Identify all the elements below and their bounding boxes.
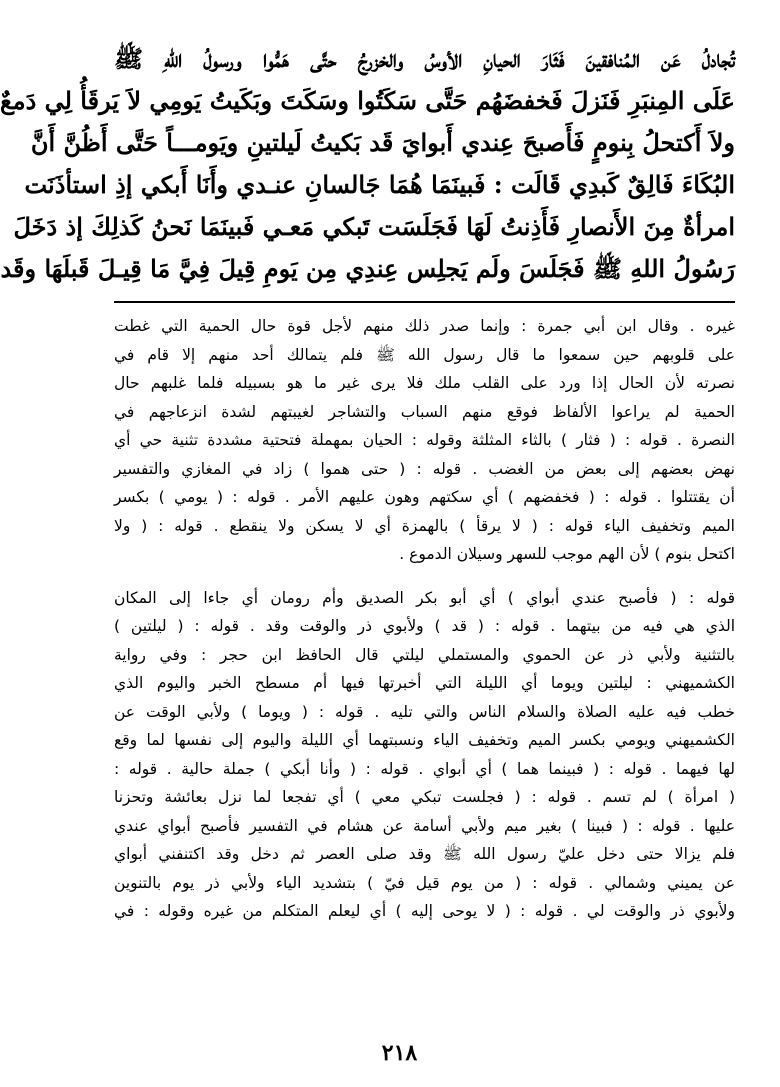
commentary-line: عن يميني وشمالي . قوله : ( من يوم قيل فيّ ) بتشديد الياء ولأبي ذر يوم بالتنوين — [114, 873, 735, 892]
commentary-line: لها فيهما . قوله : ( فبينما هما ) أي أبواي . قوله : ( وأنا أبكي ) جملة حالية . قوله : — [114, 759, 735, 778]
commentary-line: غيره . وقال ابن أبي جمرة : وإنما صدر ذلك منهم لأجل قوة حال الحمية التي غطت — [114, 317, 735, 335]
main-text-line: تُجادلُ عَن المُنافقينَ فَثَارَ الحيانِ الأوسُ والخزرجُ حتَّى هَمُّوا ورسولُ اللهِ ﷺ — [114, 44, 735, 73]
commentary-line: الكشميهني : ليلتين ويوما أي الليلة التي أخبرتها فيها أم مسطح الخبر واليوم الذي — [114, 674, 735, 692]
commentary-line: الميم وتخفيف الياء قوله : ( لا يرقأ ) بالهمزة أي لا يسكن ولا ينقطع . قوله : ( ولا — [114, 516, 735, 535]
main-text-line: رَسُولُ اللهِ ﷺ فَجَلَسَ ولَم يَجلِس عِندِي مِن يَومِ قِيلَ فِيَّ مَا قِيـلَ قَبلَهَا وقَد — [0, 254, 735, 283]
commentary-line: أن يقتتلوا . قوله : ( فخفضهم ) أي سكتهم وهون عليهم الأمر . قوله : ( يومي ) بكسر — [114, 488, 735, 506]
main-text-line: امرأةٌ مِنَ الأَنصارِ فَأَذِنتُ لَهَا فَجَلَسَت تَبكي مَعـي فَبينَمَا نَحنُ كَذلِكَ إذ دَخَلَ — [13, 212, 735, 241]
commentary-line: عليها . قوله : ( فبينا ) بغير ميم ولأبي أسامة عن هشام في التفسير فأصبح أبواي عندي — [114, 816, 735, 835]
commentary-text — [114, 312, 735, 926]
commentary-line: نهض بعضهم إلى بعض من الغضب . قوله : ( حتى هموا ) زاد في المغازي والتفسير — [114, 459, 735, 478]
commentary-line: بالتثنية ولأبي ذر عن الحموي والمستملي ليلتي قال الحافظ ابن حجر : وفي رواية — [114, 645, 735, 664]
commentary-line: الكشميهني ويومي بكسر الميم وتخفيف الياء ونسبتهما أي الليلة واليوم إلى نفسها لما وقع — [114, 731, 735, 749]
commentary-line: فلم يزالا حتى دخل عليّ رسول الله ﷺ وقد صلى العصر ثم دخل وقد اكتنفني أبواي — [114, 845, 735, 863]
commentary-line: الحمية لم يراعوا الألفاظ فوقع منهم السباب والتشاجر لغيبتهم لشدة انزعاجهم في — [114, 402, 735, 421]
commentary-line: ولأبوي ذر والوقت لي . قوله : ( لا يوحى إليه ) أي ليعلم المتكلم من غيره وقوله : في — [114, 902, 735, 920]
commentary-line: الذي هي فيه من بيتهما . قوله : ( قد ) ولأبوي ذر والوقت وقد . قوله : ( ليلتين ) — [114, 617, 735, 635]
commentary-line: على قلوبهم حين سمعوا ما قال رسول الله ﷺ فلم يتمالك أحد منهم إلا قام في — [114, 345, 735, 364]
separator-rule — [114, 301, 735, 303]
commentary-line: النصرة . قوله : ( فثار ) بالثاء المثلثة وقوله : الحيان بمهملة فتحتية مشددة تثنية حي أي — [114, 431, 735, 449]
commentary-line: قوله : ( فأصبح عندي أبواي ) أي أبو بكر الصديق وأم رومان أي جاءا إلى المكان — [114, 588, 735, 607]
paragraph-gap — [114, 569, 735, 584]
commentary-line: خطب فيه عليه الصلاة والسلام الناس والتي تليه . قوله : ( ويوما ) ولأبي الوقت عن — [114, 702, 735, 721]
commentary-line: نصرته لأن الحال إذا ورد على القلب ملك فلا يرى غير ما هو بسبيله فلما غلبهم حال — [114, 374, 735, 392]
hadith-main-text — [0, 38, 735, 290]
commentary-line: ( امرأة ) لم تسم . قوله : ( فجلست تبكي معي ) أي تفجعا لما نزل بعائشة وتحزنا — [114, 788, 735, 806]
page-number: ٢١٨ — [381, 1040, 418, 1066]
commentary-line: اكتحل بنوم ) لأن الهم موجب للسهر وسيلان الدموع . — [399, 545, 735, 563]
main-text-line: البُكَاءَ فَالِقٌ كَبدِي قَالَت : فَبينَمَا هُمَا جَالسانِ عنـدي وأَنَا أَبكي إذِ استأذَنَت — [24, 170, 735, 199]
main-text-line: عَلَى المِنبَرِ فَنَزلَ فَخفضَهُم حَتَّى سَكَتُوا وسَكَتَ وبَكَيتُ يَومِي لاَ يَرقَأُ لِي دَمعٌ — [0, 86, 735, 115]
main-text-line: ولاَ أَكتحلُ بِنومٍ فَأَصبحَ عِندي أَبوايَ قَد بَكيتُ لَيلتينِ ويَومـــاً حَتَّى أَظُنَّ أَنَّ — [30, 128, 735, 157]
